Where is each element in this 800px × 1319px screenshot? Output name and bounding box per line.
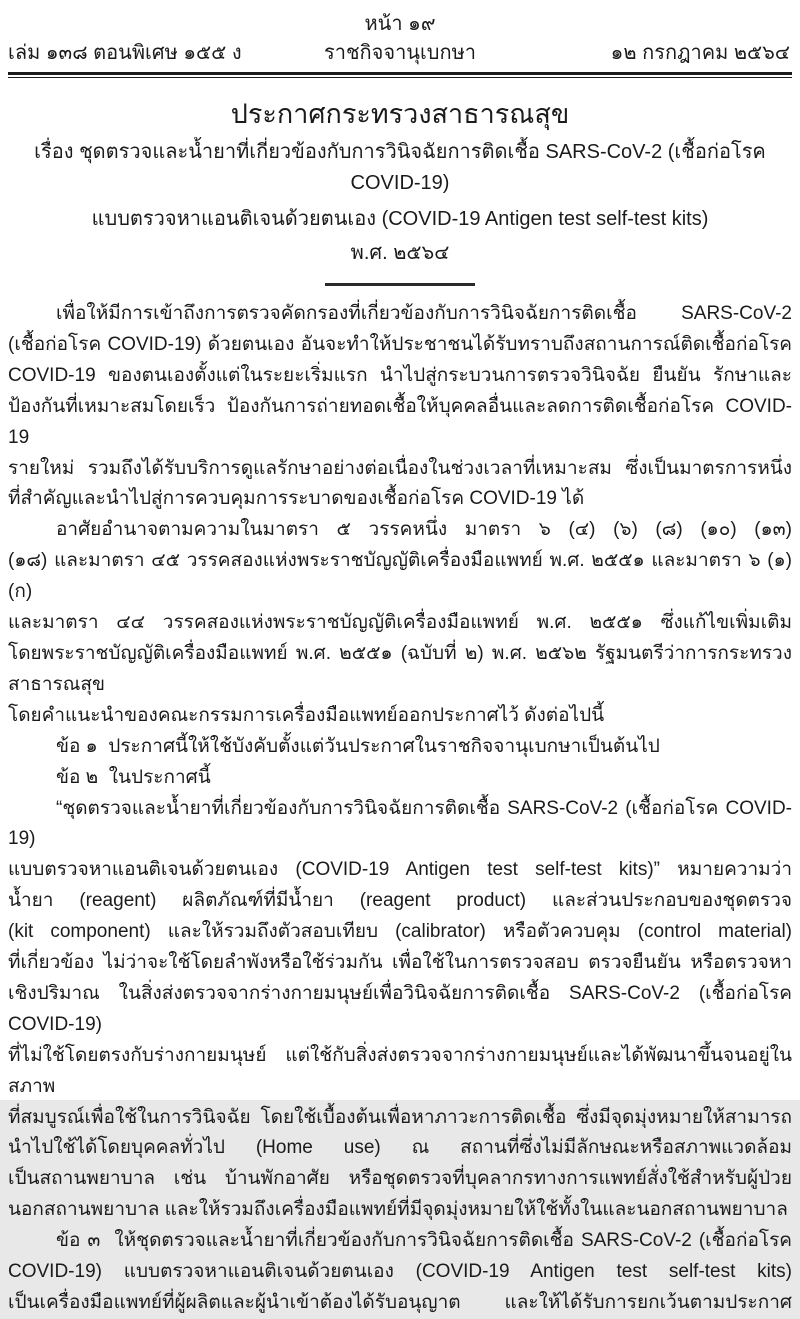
body-line-clause-1: ข้อ ๑ ประกาศนี้ให้ใช้บังคับตั้งแต่วันประกาศในราชกิจจานุเบกษาเป็นต้นไป bbox=[56, 735, 660, 757]
body-line: โดยพระราชบัญญัติเครื่องมือแพทย์ พ.ศ. ๒๕๕๑ (ฉบับที่ ๒) พ.ศ. ๒๕๖๒ รัฐมนตรีว่าการกระทรวงสาธารณสุข bbox=[8, 642, 792, 695]
body-line: น้ำยา (reagent) ผลิตภัณฑ์ที่มีน้ำยา (reagent product) และส่วนประกอบของชุดตรวจ bbox=[8, 890, 792, 912]
body-line: อาศัยอำนาจตามความในมาตรา ๕ วรรคหนึ่ง มาตรา ๖ (๔) (๖) (๘) (๑๐) (๑๓) bbox=[56, 519, 792, 541]
body-line-clause-3: ข้อ ๓ ให้ชุดตรวจและน้ำยาที่เกี่ยวข้องกับการวินิจฉัยการติดเชื้อ SARS-CoV-2 (เชื้อก่อโรค bbox=[56, 1230, 792, 1252]
body-line: (๑๘) และมาตรา ๔๕ วรรคสองแห่งพระราชบัญญัติเครื่องมือแพทย์ พ.ศ. ๒๕๕๑ และมาตรา ๖ (๑) (ก) bbox=[8, 550, 798, 603]
body-line: COVID-19) แบบตรวจหาแอนติเจนด้วยตนเอง (COVID-19 Antigen test self-test kits) bbox=[8, 1261, 792, 1283]
body-line: COVID-19 ของตนเองตั้งแต่ในระยะเริ่มแรก นำไปสู่กระบวนการตรวจวินิจฉัย ยืนยัน รักษาและ bbox=[8, 364, 792, 386]
issue-date: ๑๒ กรกฎาคม ๒๕๖๔ bbox=[610, 42, 790, 64]
document-subject-line1: เรื่อง ชุดตรวจและน้ำยาที่เกี่ยวข้องกับการวินิจฉัยการติดเชื้อ SARS-CoV-2 (เชื้อก่อโรค COVID-19) bbox=[34, 141, 772, 194]
body-line: แบบตรวจหาแอนติเจนด้วยตนเอง (COVID-19 Antigen test self-test kits)” หมายความว่า bbox=[8, 859, 792, 881]
body-line: เพื่อให้มีการเข้าถึงการตรวจคัดกรองที่เกี่ยวข้องกับการวินิจฉัยการติดเชื้อ SARS-CoV-2 bbox=[56, 303, 792, 324]
gazette-name: ราชกิจจานุเบกษา bbox=[323, 42, 477, 64]
body-line: ป้องกันที่เหมาะสมโดยเร็ว ป้องกันการถ่ายทอดเชื้อให้บุคคลอื่นและลดการติดเชื้อก่อโรค COVID-19 bbox=[8, 395, 792, 448]
body-line-clause-2: ข้อ ๒ ในประกาศนี้ bbox=[56, 766, 211, 788]
body-line: ที่เกี่ยวข้อง ไม่ว่าจะใช้โดยลำพังหรือใช้ร่วมกัน เพื่อใช้ในการตรวจสอบ ตรวจยืนยัน หรือตรวจหา bbox=[8, 952, 792, 974]
body-line: เป็นเครื่องมือแพทย์ที่ผู้ผลิตและผู้นำเข้าต้องได้รับอนุญาต และให้ได้รับการยกเว้นตามประกาศ bbox=[8, 1292, 792, 1313]
volume-label: เล่ม ๑๓๘ ตอนพิเศษ ๑๕๕ ง bbox=[8, 42, 242, 64]
body-line: เชิงปริมาณ ในสิ่งส่งตรวจจากร่างกายมนุษย์เพื่อวินิจฉัยการติดเชื้อ SARS-CoV-2 (เชื้อก่อโรค COVID-19) bbox=[8, 982, 798, 1035]
gazette-header bbox=[0, 0, 800, 78]
document-body bbox=[8, 299, 798, 1319]
body-line: เป็นสถานพยาบาล เช่น บ้านพักอาศัย หรือชุดตรวจที่บุคลากรทางการแพทย์สั่งใช้สำหรับผู้ป่วย bbox=[8, 1168, 792, 1190]
document-title: ประกาศกระทรวงสาธารณสุข bbox=[230, 99, 570, 129]
body-line: โดยคำแนะนำของคณะกรรมการเครื่องมือแพทย์ออกประกาศไว้ ดังต่อไปนี้ bbox=[8, 704, 605, 726]
body-line: ที่ไม่ใช้โดยตรงกับร่างกายมนุษย์ แต่ใช้กับสิ่งส่งตรวจจากร่างกายมนุษย์และได้พัฒนาขึ้นจนอยู่ในสภาพ bbox=[8, 1044, 792, 1097]
page-number-label: หน้า ๑๙ bbox=[364, 13, 436, 35]
body-line: (เชื้อก่อโรค COVID-19) ด้วยตนเอง อันจะทำให้ประชาชนได้รับทราบถึงสถานการณ์ติดเชื้อก่อโรค bbox=[8, 333, 792, 355]
gazette-meta-row bbox=[0, 40, 800, 67]
document-year: พ.ศ. ๒๕๖๔ bbox=[350, 242, 450, 264]
document-subject-line2: แบบตรวจหาแอนติเจนด้วยตนเอง (COVID-19 Antigen test self-test kits) bbox=[91, 208, 709, 230]
body-line: นำไปใช้ได้โดยบุคคลทั่วไป (Home use) ณ สถานที่ซึ่งไม่มีลักษณะหรือสภาพแวดล้อม bbox=[8, 1137, 792, 1159]
body-line: ที่สำคัญและนำไปสู่การควบคุมการระบาดของเชื้อก่อโรค COVID-19 ได้ bbox=[8, 488, 585, 510]
body-line: รายใหม่ รวมถึงได้รับบริการดูแลรักษาอย่างต่อเนื่องในช่วงเวลาที่เหมาะสม ซึ่งเป็นมาตรการหนึ่ง bbox=[8, 457, 792, 479]
body-line: และมาตรา ๔๔ วรรคสองแห่งพระราชบัญญัติเครื่องมือแพทย์ พ.ศ. ๒๕๕๑ ซึ่งแก้ไขเพิ่มเติม bbox=[8, 612, 792, 634]
body-line: (kit component) และให้รวมถึงตัวสอบเทียบ (calibrator) หรือตัวควบคุม (control material) bbox=[8, 921, 792, 943]
header-rule-thin bbox=[8, 77, 792, 78]
body-line: “ชุดตรวจและน้ำยาที่เกี่ยวข้องกับการวินิจฉัยการติดเชื้อ SARS-CoV-2 (เชื้อก่อโรค COVID-19) bbox=[8, 797, 792, 850]
body-line: นอกสถานพยาบาล และให้รวมถึงเครื่องมือแพทย์ที่มีจุดมุ่งหมายให้ใช้ทั้งในและนอกสถานพยาบาล bbox=[8, 1199, 788, 1221]
body-line: ที่สมบูรณ์เพื่อใช้ในการวินิจฉัย โดยใช้เบื้องต้นเพื่อหาภาวะการติดเชื้อ ซึ่งมีจุดมุ่งหมายให้สามารถ bbox=[8, 1106, 792, 1128]
title-divider bbox=[325, 283, 475, 286]
title-block bbox=[0, 96, 800, 286]
header-rule-thick bbox=[8, 72, 792, 75]
